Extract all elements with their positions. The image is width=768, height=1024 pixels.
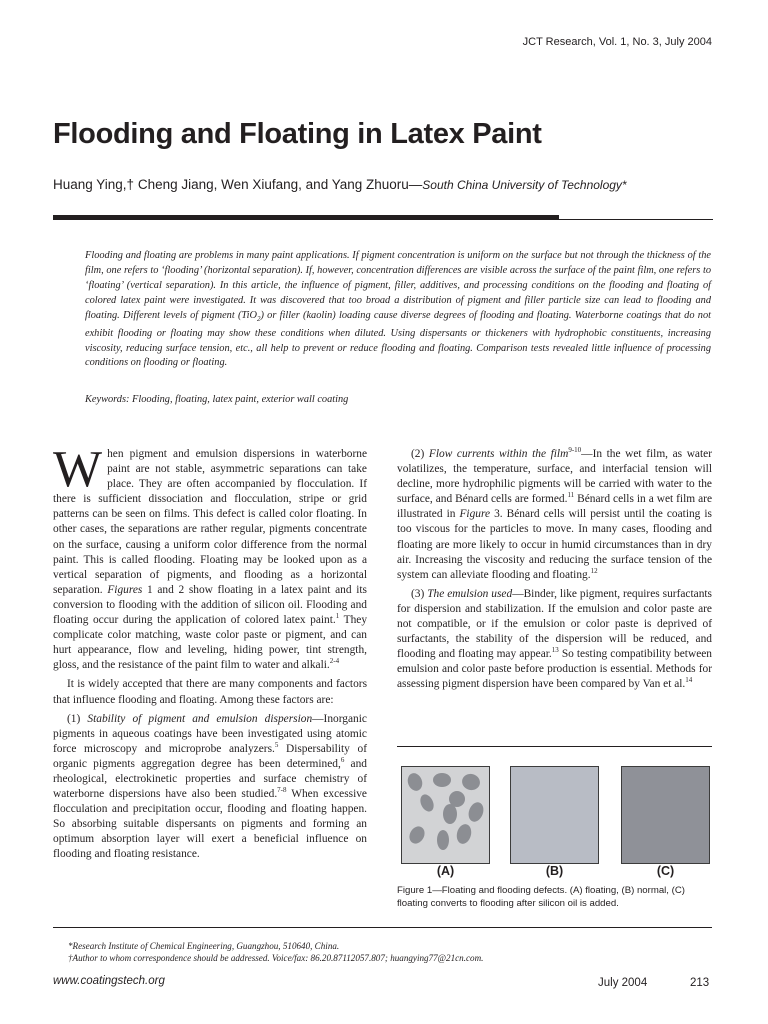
title-rule-thin (559, 219, 713, 220)
author-affiliation: South China University of Technology* (422, 178, 627, 192)
author-line (53, 177, 627, 192)
body-paragraph-5 (397, 587, 712, 693)
article-title: Flooding and Floating in Latex Paint (53, 118, 542, 150)
abstract-text-1: Flooding and floating are problems in many paint applications. If pigment concentration is uniform on the surface but not through the thickness of the film, one refers to ‘flooding’ (horizontal separation). If, however, concentration differences are visible across the surface of the paint film, one refers to ‘floating’ (vertical separation). In this article, the influence of pigment, filler, additives, and processing conditions on the flooding and floating of colored latex paint were investigated. It was discovered that too broad a distribution of pigment and filler particle size can lead to flooding and floating. Different levels of pigment (TiO (85, 250, 711, 321)
abstract-subscript: 2 (256, 314, 261, 323)
body-paragraph-2: It is widely accepted that there are many components and factors that influence flooding and floating. Among these factors are: (53, 678, 367, 706)
citation-ref: 1 (335, 612, 340, 621)
page-number: 213 (690, 977, 710, 989)
citation-ref: 6 (340, 756, 345, 765)
para1-text-c: They complicate color matching, waste color paste or pigment, and can hurt appearance, flow and leveling, hiding power, tint strength, gloss, and the resistance of the paint film to water and alkali. (53, 614, 368, 672)
body-column-left (53, 441, 368, 863)
citation-ref: 11 (567, 491, 575, 500)
para1-text-a: hen pigment and emulsion dispersions in waterborne paint are not stable, asymmetric separations can take place. They are often accompanied by flocculation. If there is sufficient dissociation and flocculation, stripe or grid patterns can be seen on films. This defect is called color floating. In other cases, the separations are rather regular, pigments concentrate on the surface, causing a uniform color difference from the normal paint. This is called flooding. Floating may be looked upon as a vertical separation of pigments, and flooding as a horizontal separation. (53, 448, 367, 596)
footer-date: July 2004 (598, 977, 648, 989)
drop-cap: W (53, 441, 103, 498)
panel-label-a: (A) (436, 864, 455, 878)
journal-citation: JCT Research, Vol. 1, No. 3, July 2004 (522, 36, 712, 48)
blotch (455, 823, 474, 846)
factor-heading: The emulsion used (427, 587, 513, 600)
para3-text-a: —Inorganic pigments in aqueous coatings have been investigated using atomic force microscopy and microprobe analyzers. (53, 712, 367, 755)
footnote-affiliation: *Research Institute of Chemical Engineering, Guangzhou, 510640, China. (68, 941, 340, 951)
factor-heading: Flow currents within the film (428, 448, 569, 460)
blotch (437, 830, 449, 850)
blotch (433, 773, 451, 787)
figure-caption: Figure 1—Floating and flooding defects. (A) floating, (B) normal, (C) floating converts to flooding after silicon oil is added. (397, 885, 685, 910)
footer-website[interactable]: www.coatingstech.org (53, 975, 165, 987)
floating-blotches-image (402, 767, 489, 863)
figure-panel-flooding (621, 766, 710, 864)
abstract-text-2: ) or filler (kaolin) loading cause diverse degrees of flooding and floating. Waterborne coatings that do not exhibit flooding or floating may show these conditions when diluted. Using dispersants or thickeners with hydrophobic constituents, increasing viscosity, reducing surface tension, etc., all help to prevent or reduce flooding and floating. Comparison tests revealed little influence of processing conditions on flooding or floating. (85, 309, 711, 369)
body-paragraph-3 (53, 712, 367, 863)
citation-ref: 14 (685, 676, 693, 685)
author-names: Huang Ying,† Cheng Jiang, Wen Xiufang, and Yang Zhuoru— (53, 177, 423, 192)
footnote-correspondence: †Author to whom correspondence should be addressed. Voice/fax: 86.20.87112057.807; huangying77@21cn.com. (68, 953, 484, 963)
figure-ref: Figures (107, 583, 143, 596)
citation-ref: 7-8 (277, 786, 287, 795)
list-number: (2) (411, 448, 429, 460)
blotch (405, 771, 424, 793)
para4-text-a: —In the wet film, as water volatilizes, the temperature, surface, and interfacial tension will decline, more hydrophilic pigments will be carried with water to the surface, and Bénard cells are formed. (397, 448, 712, 506)
blotch (460, 772, 482, 792)
para4-text-b: Bénard cells in a wet film are illustrated in (397, 493, 712, 521)
panel-label-c: (C) (656, 864, 675, 878)
blotch (466, 800, 486, 824)
citation-ref: 13 (551, 646, 559, 655)
figure-top-rule (397, 746, 712, 747)
list-number: (1) (67, 712, 88, 725)
footnote-rule (53, 927, 712, 928)
para3-text-b: Dispersability of organic pigments aggregation degree has been determined, (53, 742, 367, 770)
factor-heading: Stability of pigment and emulsion dispersion (87, 712, 313, 725)
para5-text-a: —Binder, like pigment, requires surfactants for dispersion and stabilization. If the emulsion and color paste are not compatible, or if the emulsion or color paste is deprived of surfactants, the stability of the dispersion will be reduced, and flooding and floating may appear. (397, 587, 712, 661)
blotch (418, 792, 436, 813)
para3-text-d: When excessive flocculation and precipitation occur, flooding and floating happen. So absorbing suitable dispersants on pigments and forming an optimum absorption layer will exert a beneficial influence on flooding and floating resistance. (53, 788, 367, 861)
para1-text-b: 1 and 2 show floating in a latex paint and its conversion to flooding with the addition of silicon oil. Flooding and floating occur during the application of colored latex paint. (53, 583, 367, 627)
blotch (406, 824, 427, 847)
figure-panel-floating (401, 766, 490, 864)
list-number: (3) (411, 587, 428, 600)
figure-ref: Figure (459, 508, 491, 521)
keywords: Keywords: Flooding, floating, latex paint, exterior wall coating (85, 394, 349, 405)
para5-text-b: So testing compatibility between emulsion and color paste before production is essential. Methods for assessing pigment dispersion have been compared by Van et al. (397, 648, 712, 691)
para4-text-c: 3. Bénard cells will persist until the coating is too viscous for the particles to move. In many cases, flooding and floating are more likely to occur in humid circumstances than in dry air. Increasing the viscosity and reducing the surface tension of the system can alleviate flooding and floating. (397, 508, 712, 581)
footnotes (68, 940, 483, 964)
citation-ref: 12 (590, 566, 598, 575)
body-paragraph-1 (53, 441, 368, 673)
para3-text-c: and rheological, electrokinetic properties and surface chemistry of waterborne dispersions have also been studied. (53, 757, 367, 801)
figure-panel-normal (510, 766, 599, 864)
abstract (85, 249, 711, 371)
body-paragraph-4 (397, 447, 712, 583)
citation-ref: 5 (274, 740, 279, 749)
blotch (443, 804, 457, 824)
body-column-right (397, 447, 712, 693)
citation-ref: 2-4 (329, 657, 340, 666)
panel-label-b: (B) (545, 864, 564, 878)
citation-ref: 9-10 (568, 446, 582, 455)
title-rule-thick (53, 215, 559, 220)
